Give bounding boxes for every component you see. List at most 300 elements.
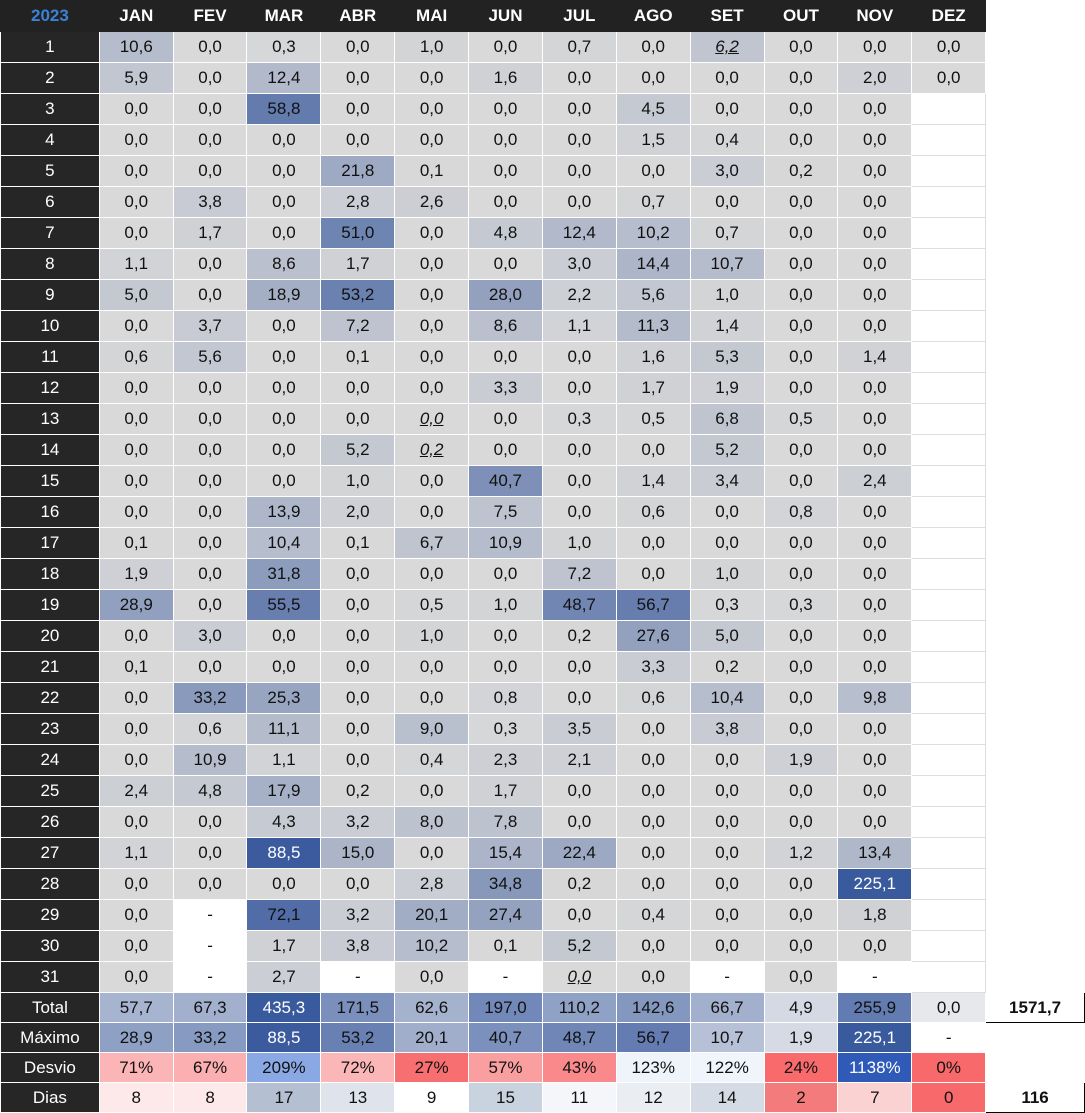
rainfall-cell: 0,0: [395, 249, 469, 280]
total-cell: 255,9: [838, 993, 912, 1023]
total-cell: 0,0: [912, 993, 986, 1023]
rainfall-cell: 0,0: [173, 280, 247, 311]
empty-cell: [912, 404, 986, 435]
rainfall-cell: 0,0: [838, 311, 912, 342]
rainfall-cell: 0,0: [99, 435, 173, 466]
rainfall-cell: 5,9: [99, 63, 173, 94]
rainfall-cell: 0,0: [764, 435, 838, 466]
rainfall-cell: 0,0: [690, 931, 764, 962]
rainfall-cell: 20,1: [395, 900, 469, 931]
rainfall-cell: 48,7: [542, 590, 616, 621]
rainfall-cell: 0,4: [395, 745, 469, 776]
rainfall-cell: 0,0: [838, 931, 912, 962]
total-cell: 67,3: [173, 993, 247, 1023]
rainfall-cell: 5,0: [99, 280, 173, 311]
rainfall-cell: 0,0: [616, 714, 690, 745]
empty-cell: [986, 218, 1085, 249]
rainfall-cell: 0,0: [838, 745, 912, 776]
rainfall-cell: 0,0: [616, 869, 690, 900]
rainfall-cell: 0,0: [616, 32, 690, 63]
rainfall-cell: 2,8: [395, 869, 469, 900]
total-cell: 4,9: [764, 993, 838, 1023]
day-row: [1, 621, 1085, 652]
rainfall-cell: 5,6: [616, 280, 690, 311]
rainfall-cell: 5,3: [690, 342, 764, 373]
rainfall-cell: 1,0: [395, 621, 469, 652]
day-label: 2: [1, 63, 100, 94]
day-label: 7: [1, 218, 100, 249]
total-cell: 142,6: [616, 993, 690, 1023]
rainfall-cell: 0,0: [764, 900, 838, 931]
day-row: [1, 373, 1085, 404]
rainfall-cell: 10,4: [247, 528, 321, 559]
day-row: [1, 528, 1085, 559]
rainfall-cell: 1,1: [247, 745, 321, 776]
rainfall-cell: 0,0: [173, 466, 247, 497]
rainfall-cell: 12,4: [247, 63, 321, 94]
day-label: 24: [1, 745, 100, 776]
rainfall-cell: 0,0: [764, 94, 838, 125]
day-label: 23: [1, 714, 100, 745]
empty-cell: [912, 745, 986, 776]
rainfall-cell: 0,0: [247, 404, 321, 435]
rainfall-cell: 0,4: [616, 900, 690, 931]
rainfall-cell: 3,7: [173, 311, 247, 342]
deviation-cell: 71%: [99, 1053, 173, 1083]
day-label: 12: [1, 373, 100, 404]
total-cell: 66,7: [690, 993, 764, 1023]
rainfall-cell: 0,0: [616, 156, 690, 187]
rainfall-cell: 2,3: [469, 745, 543, 776]
rainfall-cell: 0,0: [395, 652, 469, 683]
rainfall-cell: 7,2: [542, 559, 616, 590]
day-row: [1, 311, 1085, 342]
rainfall-cell: 1,0: [690, 559, 764, 590]
day-row: [1, 156, 1085, 187]
day-row: [1, 745, 1085, 776]
total-cell: 62,6: [395, 993, 469, 1023]
day-label: 29: [1, 900, 100, 931]
rainfall-cell: 6,7: [395, 528, 469, 559]
rainfall-cell: 0,0: [469, 342, 543, 373]
rainfall-cell: [395, 404, 469, 435]
day-row: [1, 590, 1085, 621]
day-row: [1, 342, 1085, 373]
rainfall-cell: 0,0: [99, 156, 173, 187]
day-label: 30: [1, 931, 100, 962]
month-header: NOV: [838, 1, 912, 32]
rainfall-cell: 0,0: [395, 373, 469, 404]
rainfall-cell: [690, 32, 764, 63]
rainfall-cell: 1,6: [616, 342, 690, 373]
rainfall-cell: 0,0: [99, 962, 173, 993]
rainfall-cell: 0,0: [321, 559, 395, 590]
rainfall-cell: -: [321, 962, 395, 993]
empty-cell: [986, 435, 1085, 466]
rainfall-cell: 0,8: [764, 497, 838, 528]
rainfall-cell: 0,0: [173, 838, 247, 869]
day-row: [1, 94, 1085, 125]
empty-cell: [912, 869, 986, 900]
rainfall-cell: 1,7: [616, 373, 690, 404]
empty-cell: [986, 125, 1085, 156]
rainfall-cell: 0,2: [542, 869, 616, 900]
rainfall-cell: 0,0: [912, 32, 986, 63]
cell-value: 0,0: [419, 409, 444, 428]
rainfall-cell: 0,0: [469, 404, 543, 435]
empty-cell: [912, 714, 986, 745]
deviation-row: [1, 1053, 1085, 1083]
rainfall-cell: 0,0: [542, 807, 616, 838]
rainfall-cell: -: [838, 962, 912, 993]
rainfall-cell: 10,7: [690, 249, 764, 280]
rainfall-cell: 10,9: [173, 745, 247, 776]
rainfall-cell: 0,0: [99, 94, 173, 125]
rainfall-cell: 1,0: [469, 590, 543, 621]
rainfall-cell: 0,0: [99, 218, 173, 249]
maximum-cell: 20,1: [395, 1023, 469, 1053]
rainfall-cell: 27,4: [469, 900, 543, 931]
day-label: 21: [1, 652, 100, 683]
rainfall-cell: 0,0: [395, 94, 469, 125]
rainfall-cell: 1,9: [690, 373, 764, 404]
rainfall-cell: 0,0: [99, 373, 173, 404]
rainfall-cell: 6,8: [690, 404, 764, 435]
empty-cell: [912, 249, 986, 280]
rainfall-cell: 18,9: [247, 280, 321, 311]
rainfall-cell: 0,0: [321, 590, 395, 621]
day-label: 13: [1, 404, 100, 435]
rainfall-cell: 0,0: [838, 559, 912, 590]
rainfall-cell: 0,0: [173, 807, 247, 838]
rainfall-cell: 0,0: [173, 869, 247, 900]
empty-cell: [912, 280, 986, 311]
rainfall-cell: 0,0: [395, 497, 469, 528]
rainfall-cell: 0,0: [838, 621, 912, 652]
rainfall-cell: 0,0: [838, 280, 912, 311]
total-row: [1, 993, 1085, 1023]
rainfall-cell: -: [690, 962, 764, 993]
rainfall-cell: 0,0: [764, 187, 838, 218]
rainfall-cell: 0,0: [542, 497, 616, 528]
rainfall-cell: 0,3: [542, 404, 616, 435]
days-count-cell: 14: [690, 1083, 764, 1113]
rainfall-cell: 3,8: [690, 714, 764, 745]
empty-cell: [986, 187, 1085, 218]
rainfall-cell: 1,5: [616, 125, 690, 156]
empty-cell: [912, 218, 986, 249]
rainfall-cell: 40,7: [469, 466, 543, 497]
deviation-cell: 27%: [395, 1053, 469, 1083]
rainfall-cell: 0,0: [542, 435, 616, 466]
empty-cell: [912, 528, 986, 559]
days-count-cell: 7: [838, 1083, 912, 1113]
total-cell: 110,2: [542, 993, 616, 1023]
rainfall-cell: 56,7: [616, 590, 690, 621]
rainfall-cell: 0,0: [764, 32, 838, 63]
empty-cell: [986, 1, 1085, 32]
rainfall-cell: 0,0: [321, 652, 395, 683]
day-label: 9: [1, 280, 100, 311]
rainfall-cell: 0,0: [690, 807, 764, 838]
rainfall-cell: 0,0: [395, 683, 469, 714]
rainfall-cell: 0,0: [247, 435, 321, 466]
day-row: [1, 652, 1085, 683]
rainfall-cell: 0,0: [616, 776, 690, 807]
month-header: ABR: [321, 1, 395, 32]
rainfall-cell: 1,2: [764, 838, 838, 869]
day-row: [1, 559, 1085, 590]
maximum-cell: -: [912, 1023, 986, 1053]
rainfall-cell: 0,0: [912, 63, 986, 94]
maximum-cell: 10,7: [690, 1023, 764, 1053]
day-row: [1, 838, 1085, 869]
days-count-cell: 17: [247, 1083, 321, 1113]
cell-value: 0,0: [567, 967, 592, 986]
rainfall-cell: 0,0: [838, 94, 912, 125]
empty-cell: [986, 404, 1085, 435]
rainfall-cell: 0,0: [838, 497, 912, 528]
maximum-cell: 28,9: [99, 1023, 173, 1053]
rainfall-cell: 2,7: [247, 962, 321, 993]
empty-cell: [912, 342, 986, 373]
maximum-cell: 56,7: [616, 1023, 690, 1053]
rainfall-cell: 7,2: [321, 311, 395, 342]
rainfall-cell: 11,1: [247, 714, 321, 745]
rainfall-cell: 0,0: [321, 63, 395, 94]
rainfall-cell: 3,8: [321, 931, 395, 962]
rainfall-cell: 0,0: [690, 528, 764, 559]
rainfall-cell: 0,0: [321, 32, 395, 63]
rainfall-cell: 10,2: [616, 218, 690, 249]
rainfall-cell: 0,5: [616, 404, 690, 435]
rainfall-cell: 1,6: [469, 63, 543, 94]
rainfall-cell: 4,8: [173, 776, 247, 807]
rainfall-cell: 0,0: [247, 373, 321, 404]
rainfall-cell: 0,0: [321, 714, 395, 745]
rainfall-cell: 0,6: [173, 714, 247, 745]
empty-cell: [986, 590, 1085, 621]
rainfall-cell: 0,6: [616, 497, 690, 528]
rainfall-cell: [395, 435, 469, 466]
rainfall-cell: 0,0: [690, 187, 764, 218]
days-count-row: [1, 1083, 1085, 1113]
total-cell: 435,3: [247, 993, 321, 1023]
rainfall-cell: 0,0: [321, 745, 395, 776]
empty-cell: [986, 373, 1085, 404]
day-row: [1, 404, 1085, 435]
rainfall-cell: 0,0: [616, 435, 690, 466]
rainfall-cell: 3,5: [542, 714, 616, 745]
rainfall-cell: 1,7: [247, 931, 321, 962]
rainfall-cell: 0,0: [764, 652, 838, 683]
rainfall-cell: 0,0: [99, 714, 173, 745]
rainfall-cell: 0,0: [173, 404, 247, 435]
rainfall-cell: -: [173, 900, 247, 931]
rainfall-cell: 0,0: [542, 63, 616, 94]
month-header: SET: [690, 1, 764, 32]
total-grand-total: 1571,7: [986, 993, 1085, 1023]
day-row: [1, 280, 1085, 311]
empty-cell: [912, 652, 986, 683]
rainfall-cell: 0,0: [616, 745, 690, 776]
rainfall-cell: 0,0: [247, 156, 321, 187]
empty-cell: [986, 1023, 1085, 1053]
month-header: MAI: [395, 1, 469, 32]
empty-cell: [912, 590, 986, 621]
empty-cell: [986, 249, 1085, 280]
empty-cell: [912, 156, 986, 187]
total-cell: 171,5: [321, 993, 395, 1023]
rainfall-cell: 0,0: [247, 621, 321, 652]
rainfall-cell: 0,4: [690, 125, 764, 156]
empty-cell: [912, 838, 986, 869]
rainfall-cell: 1,1: [99, 838, 173, 869]
rainfall-cell: 51,0: [321, 218, 395, 249]
rainfall-cell: 4,5: [616, 94, 690, 125]
days-count-cell: 15: [469, 1083, 543, 1113]
rainfall-cell: 5,2: [690, 435, 764, 466]
rainfall-cell: 0,0: [690, 497, 764, 528]
rainfall-cell: 0,3: [690, 590, 764, 621]
rainfall-cell: 0,1: [99, 528, 173, 559]
maximum-cell: 53,2: [321, 1023, 395, 1053]
day-label: 3: [1, 94, 100, 125]
rainfall-cell: 0,2: [690, 652, 764, 683]
rainfall-cell: 1,9: [764, 745, 838, 776]
rainfall-cell: 0,0: [764, 559, 838, 590]
rainfall-cell: 5,6: [173, 342, 247, 373]
empty-cell: [986, 559, 1085, 590]
deviation-cell: 209%: [247, 1053, 321, 1083]
rainfall-cell: 0,0: [321, 373, 395, 404]
empty-cell: [986, 869, 1085, 900]
rainfall-cell: 22,4: [542, 838, 616, 869]
rainfall-cell: 0,5: [764, 404, 838, 435]
rainfall-cell: 0,2: [321, 776, 395, 807]
rainfall-cell: 0,0: [99, 621, 173, 652]
deviation-cell: 123%: [616, 1053, 690, 1083]
rainfall-cell: 0,0: [469, 156, 543, 187]
rainfall-cell: 0,0: [690, 776, 764, 807]
day-label: 20: [1, 621, 100, 652]
rainfall-cell: 0,0: [542, 187, 616, 218]
empty-cell: [986, 342, 1085, 373]
rainfall-cell: 2,4: [99, 776, 173, 807]
deviation-cell: 0%: [912, 1053, 986, 1083]
rainfall-cell: 0,7: [690, 218, 764, 249]
header-row: [1, 1, 1085, 32]
day-label: 22: [1, 683, 100, 714]
rainfall-cell: 0,0: [247, 187, 321, 218]
empty-cell: [986, 714, 1085, 745]
empty-cell: [912, 931, 986, 962]
rainfall-cell: 3,8: [173, 187, 247, 218]
rainfall-cell: 0,0: [99, 497, 173, 528]
rainfall-cell: 0,0: [542, 900, 616, 931]
rainfall-cell: 58,8: [247, 94, 321, 125]
maximum-cell: 225,1: [838, 1023, 912, 1053]
maximum-cell: 33,2: [173, 1023, 247, 1053]
rainfall-cell: 1,7: [469, 776, 543, 807]
rainfall-cell: 0,0: [764, 249, 838, 280]
rainfall-cell: 0,0: [616, 528, 690, 559]
rainfall-cell: 3,3: [616, 652, 690, 683]
rainfall-cell: 0,0: [764, 280, 838, 311]
rainfall-cell: 1,4: [838, 342, 912, 373]
rainfall-cell: 14,4: [616, 249, 690, 280]
rainfall-cell: 2,2: [542, 280, 616, 311]
day-label: 10: [1, 311, 100, 342]
rainfall-cell: 0,0: [838, 404, 912, 435]
rainfall-cell: 0,3: [247, 32, 321, 63]
rainfall-cell: 0,0: [838, 249, 912, 280]
rainfall-cell: 0,0: [173, 156, 247, 187]
rainfall-cell: 0,0: [764, 931, 838, 962]
rainfall-cell: 0,0: [838, 187, 912, 218]
rainfall-cell: 9,8: [838, 683, 912, 714]
rainfall-cell: 0,0: [99, 745, 173, 776]
empty-cell: [912, 559, 986, 590]
rainfall-cell: 0,0: [616, 63, 690, 94]
rainfall-cell: 21,8: [321, 156, 395, 187]
rainfall-cell: 8,6: [247, 249, 321, 280]
days-count-cell: 0: [912, 1083, 986, 1113]
rainfall-cell: 0,3: [469, 714, 543, 745]
rainfall-cell: 0,0: [99, 807, 173, 838]
rainfall-cell: 0,1: [469, 931, 543, 962]
rainfall-cell: 1,7: [173, 218, 247, 249]
rainfall-cell: 0,0: [321, 869, 395, 900]
days-count-label: Dias: [1, 1083, 100, 1113]
rainfall-cell: 0,0: [838, 32, 912, 63]
rainfall-cell: 0,0: [173, 590, 247, 621]
empty-cell: [986, 621, 1085, 652]
rainfall-cell: 2,4: [838, 466, 912, 497]
total-label: Total: [1, 993, 100, 1023]
rainfall-cell: 0,0: [395, 776, 469, 807]
month-header: FEV: [173, 1, 247, 32]
rainfall-cell: 0,0: [838, 714, 912, 745]
rainfall-cell: 3,2: [321, 807, 395, 838]
empty-cell: [912, 94, 986, 125]
rainfall-cell: 0,2: [764, 156, 838, 187]
rainfall-cell: 0,0: [395, 218, 469, 249]
rainfall-cell: 1,0: [542, 528, 616, 559]
day-label: 15: [1, 466, 100, 497]
rainfall-cell: 0,0: [469, 94, 543, 125]
rainfall-cell: 0,0: [764, 125, 838, 156]
rainfall-cell: 0,0: [173, 32, 247, 63]
day-label: 16: [1, 497, 100, 528]
rainfall-cell: 31,8: [247, 559, 321, 590]
days-count-cell: 9: [395, 1083, 469, 1113]
rainfall-cell: -: [469, 962, 543, 993]
empty-cell: [986, 962, 1085, 993]
empty-cell: [986, 497, 1085, 528]
days-count-cell: 2: [764, 1083, 838, 1113]
rainfall-cell: 0,0: [395, 466, 469, 497]
rainfall-cell: 0,0: [247, 218, 321, 249]
rainfall-cell: 13,4: [838, 838, 912, 869]
rainfall-cell: 0,0: [173, 125, 247, 156]
rainfall-cell: 1,7: [321, 249, 395, 280]
deviation-cell: 1138%: [838, 1053, 912, 1083]
rainfall-cell: 17,9: [247, 776, 321, 807]
rainfall-cell: 3,3: [469, 373, 543, 404]
rainfall-cell: 7,5: [469, 497, 543, 528]
day-label: 8: [1, 249, 100, 280]
